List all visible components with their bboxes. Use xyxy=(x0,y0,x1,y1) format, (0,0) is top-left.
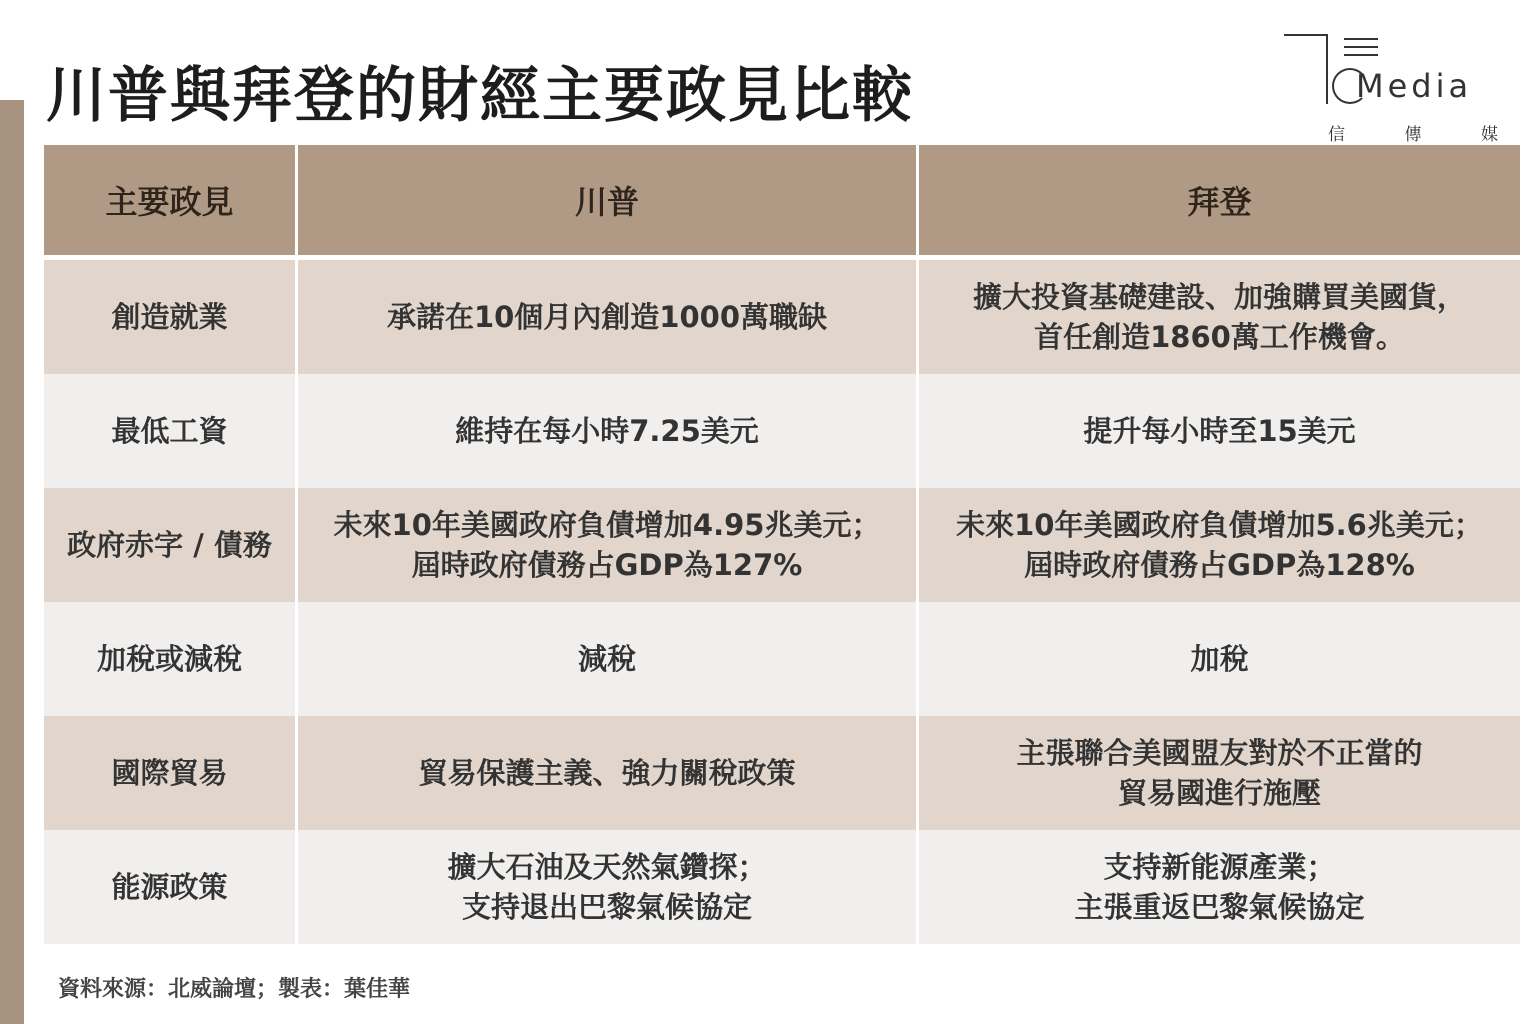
page-title: 川普與拜登的財經主要政見比較 xyxy=(46,61,914,131)
row-label: 最低工資 xyxy=(44,374,298,488)
logo-vertical-line xyxy=(1326,34,1328,104)
media-logo xyxy=(1280,30,1510,145)
biden-cell: 擴大投資基礎建設、加強購買美國貨， 首任創造1860萬工作機會。 xyxy=(972,280,1466,354)
biden-cell: 提升每小時至15美元 xyxy=(1083,414,1356,448)
biden-cell: 未來10年美國政府負債增加5.6兆美元； 屆時政府債務占GDP為128% xyxy=(956,508,1483,582)
trump-cell: 減稅 xyxy=(298,602,919,716)
trump-cell: 未來10年美國政府負債增加4.95兆美元； 屆時政府債務占GDP為127% xyxy=(298,488,919,602)
header-cell-policy: 主要政見 xyxy=(44,145,298,255)
source-note: 資料來源：北威論壇；製表：葉佳華 xyxy=(58,977,411,1002)
table-header-row xyxy=(44,145,1520,255)
policy-comparison-table xyxy=(44,145,1520,944)
row-label: 加稅或減稅 xyxy=(44,602,298,716)
row-label: 創造就業 xyxy=(44,260,298,374)
trump-cell: 承諾在10個月內創造1000萬職缺 xyxy=(298,260,919,374)
trump-cell: 貿易保護主義、強力關稅政策 xyxy=(298,716,919,830)
header-cell-trump: 川普 xyxy=(298,145,919,255)
trump-cell: 維持在每小時7.25美元 xyxy=(298,374,919,488)
logo-subtitle xyxy=(1328,120,1498,145)
trump-cell: 擴大石油及天然氣鑽探； 支持退出巴黎氣候協定 xyxy=(298,830,919,944)
logo-sub-char: 信 xyxy=(1328,125,1345,145)
logo-lines-icon xyxy=(1344,38,1378,62)
header-cell-biden: 拜登 xyxy=(1187,183,1252,221)
row-label: 政府赤字 / 債務 xyxy=(44,488,298,602)
table-row xyxy=(44,602,1520,716)
side-accent-bar xyxy=(0,100,24,1024)
table-row xyxy=(44,716,1520,830)
biden-cell: 支持新能源產業； 主張重返巴黎氣候協定 xyxy=(1074,850,1365,924)
table-row xyxy=(44,260,1520,374)
biden-cell: 加稅 xyxy=(1190,642,1249,676)
row-label: 國際貿易 xyxy=(44,716,298,830)
table-row xyxy=(44,488,1520,602)
logo-sub-char: 傳 xyxy=(1404,125,1422,145)
logo-sub-char: 媒 xyxy=(1481,125,1498,145)
table-row xyxy=(44,374,1520,488)
biden-cell: 主張聯合美國盟友對於不正當的 貿易國進行施壓 xyxy=(1016,736,1423,810)
logo-corner-line xyxy=(1284,34,1328,36)
logo-word: Media xyxy=(1356,67,1473,105)
table-row xyxy=(44,830,1520,944)
row-label: 能源政策 xyxy=(44,830,298,944)
